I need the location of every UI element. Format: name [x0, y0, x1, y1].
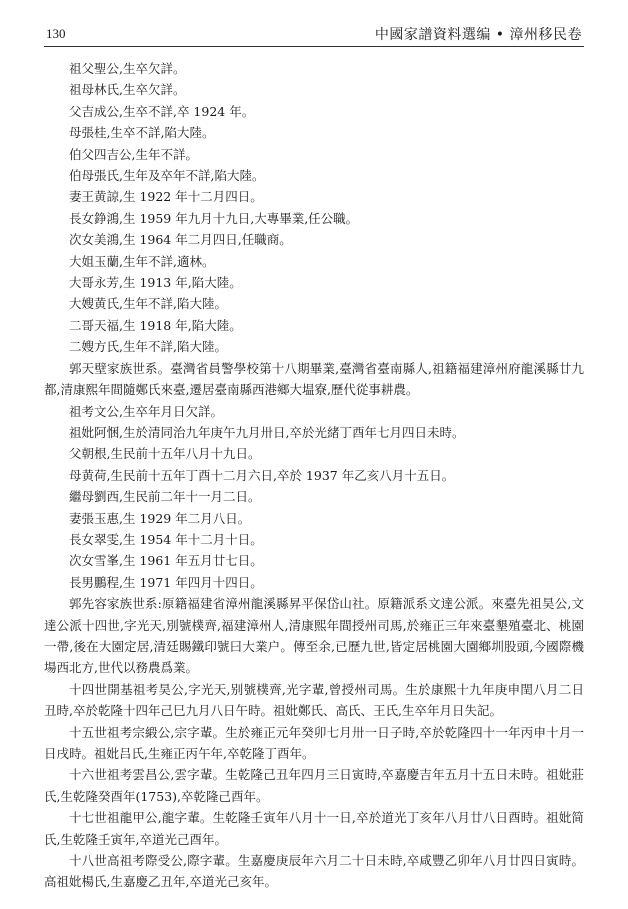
genealogy-entry: 大姐玉蘭,生年不詳,適林。	[69, 253, 215, 269]
genealogy-entry: 長女翠雯,生 1954 年十二月十日。	[69, 531, 263, 547]
generation-paragraph: 十七世祖龍甲公,龍字輩。生乾隆壬寅年八月十一日,卒於道光丁亥年八月廿八日酉時。祖妣简氏,生乾隆壬寅年,卒道光己酉年。	[44, 810, 584, 847]
genealogy-entry: 繼母劉西,生民前二年十一月二日。	[69, 489, 261, 505]
genealogy-entry: 妻王黄諒,生 1922 年十二月四日。	[69, 189, 263, 205]
family-lineage-paragraph: 郭天壁家族世系。臺灣省員警學校第十八期畢業,臺灣省臺南縣人,祖籍福建漳州府龍溪縣廿九都,清康熙年間隨鄭氏來臺,遷居臺南縣西港鄉大塭寮,歷代從事耕農。	[44, 360, 584, 398]
genealogy-entry: 母黄荷,生民前十五年丁酉十二月六日,卒於 1937 年乙亥八月十五日。	[69, 467, 455, 483]
generation-paragraph: 十八世高祖考際受公,際字輩。生嘉慶庚辰年六月二十日未時,卒咸豐乙卯年八月廿四日寅時。高祖妣楊氏,生嘉慶乙丑年,卒道光己亥年。	[44, 853, 584, 890]
genealogy-entry: 祖父聖公,生卒欠詳。	[69, 61, 186, 76]
genealogy-entry: 伯父四吉公,生年不詳。	[69, 146, 198, 162]
generation-paragraph: 十四世開基祖考昊公,字光天,别號樸齊,光字輩,曾授州司馬。生於康熙十九年庚申閏八月二日丑時,卒於乾隆十四年己巳九月八日午時。祖妣鄭氏、高氏、王氏,生卒年月日失記。	[44, 681, 584, 719]
running-title: 中國家譜資料選编 • 漳州移民卷	[374, 27, 582, 43]
genealogy-entry: 大哥永芳,生 1913 年,陷大陸。	[69, 275, 242, 291]
genealogy-entry: 祖母林氏,生卒欠詳。	[69, 82, 186, 98]
genealogy-entry: 父朝根,生民前十五年八月十九日。	[69, 446, 261, 462]
generation-paragraph: 十六世祖考雲昌公,雲字輩。生乾隆己丑年四月三日寅時,卒嘉慶吉年五月十五日未時。祖妣莊氏,生乾隆癸酉年(1753),卒乾隆己酉年。	[44, 767, 584, 804]
genealogy-entry: 伯母張氏,生年及卒年不詳,陷大陸。	[69, 168, 265, 184]
genealogy-entry: 大嫂黄氏,生年不詳,陷大陸。	[69, 296, 227, 312]
genealogy-entry: 長男鵬程,生 1971 年四月十四日。	[69, 574, 263, 590]
genealogy-entry: 長女錚鴻,生 1959 年九月十九日,大專畢業,任公職。	[69, 210, 359, 226]
family-lineage-paragraph: 郭先容家族世系:原籍福建省漳州龍溪縣昇平保岱山社。原籍派系文達公派。來臺先祖昊公,文達公派十四世,字光天,別號樸齊,福建漳州人,清康熙年間授州司馬,於雍正三年來臺墾殖臺北、桃園一帶,後在大園定居,清廷賜鐵印號曰大業户。傳至余,已歷九世,皆定居桃園大園鄉圳股頭,今國際機場西北方,世代以務農爲業。	[44, 596, 584, 676]
generation-paragraph: 十五世祖考宗緞公,宗字輩。生於雍正元年癸卯七月卅一日子時,卒於乾隆四十一年丙申十月一日戌時。祖妣吕氏,生雍正丙午年,卒乾隆丁酉年。	[44, 724, 584, 761]
genealogy-entry: 次女雪峯,生 1961 年五月廿七日。	[69, 553, 263, 569]
genealogy-entry: 二嫂方氏,生年不詳,陷大陸。	[69, 339, 227, 355]
page-header	[44, 20, 584, 47]
genealogy-entry: 父吉成公,生卒不詳,卒 1924 年。	[69, 103, 255, 119]
genealogy-entry: 妻張玉惠,生 1929 年二月八日。	[69, 510, 251, 526]
genealogy-entry: 二哥天福,生 1918 年,陷大陸。	[69, 317, 242, 333]
page-number: 130	[46, 26, 66, 41]
genealogy-entry: 祖妣阿悃,生於清同治九年庚午九月卅日,卒於光緒丁酉年七月四日未時。	[69, 424, 465, 440]
page-body	[44, 58, 584, 893]
genealogy-entry: 母張桂,生卒不詳,陷大陸。	[69, 125, 215, 141]
genealogy-entry: 祖考文公,生卒年月日欠詳。	[69, 403, 223, 419]
genealogy-entry: 次女美鴻,生 1964 年二月四日,任職商。	[69, 232, 292, 248]
